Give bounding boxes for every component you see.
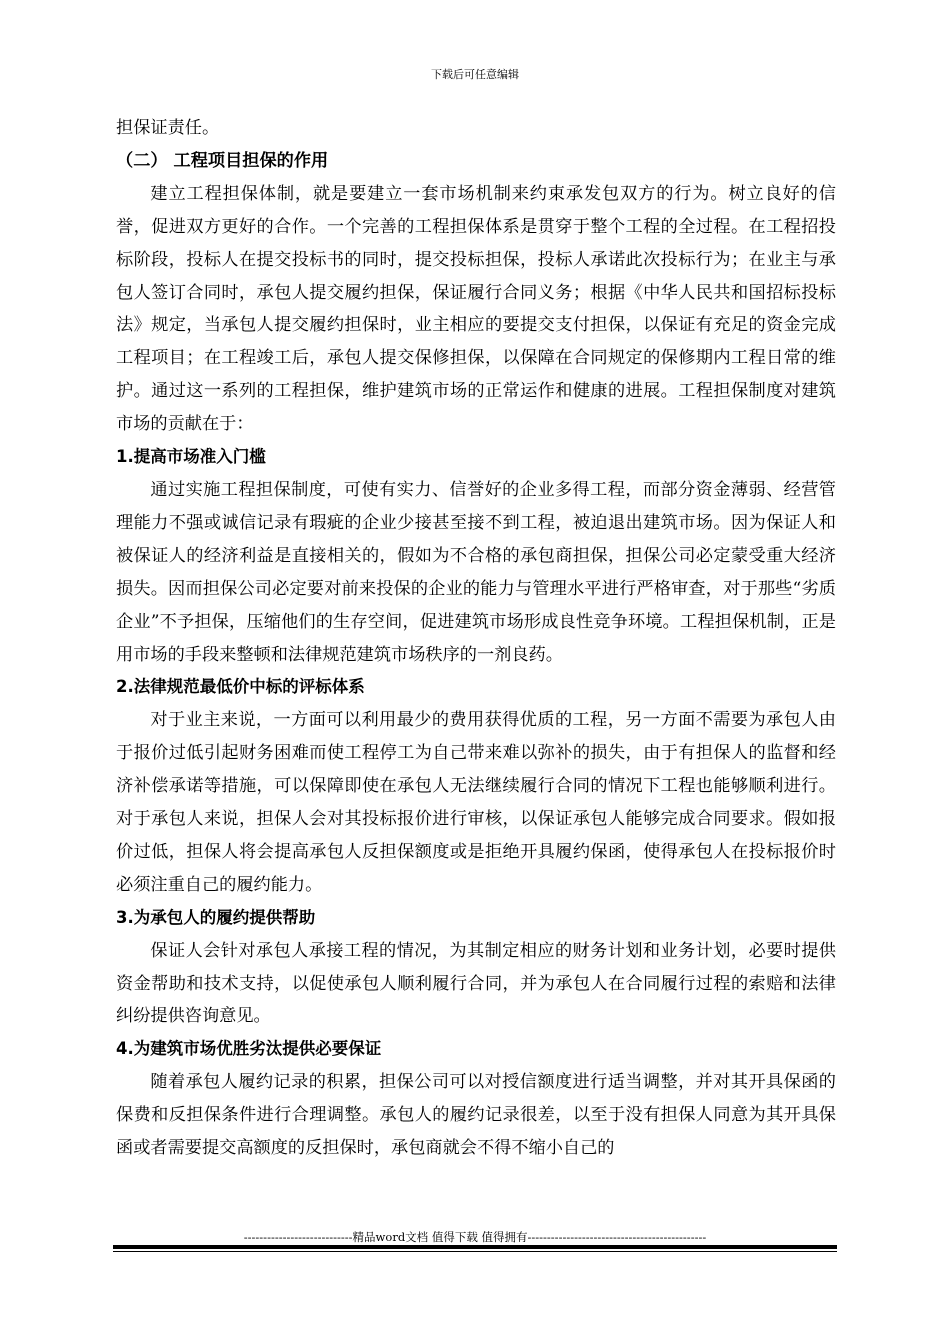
subheading-1: 1.提高市场准入门槛 xyxy=(116,447,266,467)
subheading-2: 2.法律规范最低价中标的评标体系 xyxy=(116,677,365,697)
paragraph-1: 通过实施工程担保制度，可使有实力、信誉好的企业多得工程，而部分资金薄弱、经营管理能力不强或诚信记录有瑕疵的企业少接甚至接不到工程，被迫退出建筑市场。因为保证人和被保证人的经济利益是直接相关的，假如为不合格的承包商担保，担保公司必定蒙受重大经济损失。因而担保公司必定要对前来投保的企业的能力与管理水平进行严格审查，对于那些“劣质企业”不予担保，压缩他们的生存空间，促进建筑市场形成良性竞争环境。工程担保机制，正是用市场的手段来整顿和法律规范建筑市场秩序的一剂良药。 xyxy=(116,479,836,665)
footer-rule-thick xyxy=(113,1245,837,1249)
subheading-3: 3.为承包人的履约提供帮助 xyxy=(116,907,316,927)
footer-note: ----------------------------精品word文档 值得下载 值得拥有---------------------------------------------- xyxy=(243,1230,707,1244)
document-body xyxy=(116,112,836,1165)
subheading-4: 4.为建筑市场优胜劣汰提供必要保证 xyxy=(116,1039,382,1059)
footer-rule-thin xyxy=(113,1251,837,1252)
paragraph-continuation: 担保证责任。 xyxy=(116,118,220,138)
paragraph-intro: 建立工程担保体制，就是要建立一套市场机制来约束承发包双方的行为。树立良好的信誉，促进双方更好的合作。一个完善的工程担保体系是贯穿于整个工程的全过程。在工程招投标阶段，投标人在提交投标书的同时，提交投标担保，投标人承诺此次投标行为；在业主与承包人签订合同时，承包人提交履约担保，保证履行合同义务；根据《中华人民共和国招标投标法》规定，当承包人提交履约担保时，业主相应的要提交支付担保，以保证有充足的资金完成工程项目；在工程竣工后，承包人提交保修担保，以保障在合同规定的保修期内工程日常的维护。通过这一系列的工程担保，维护建筑市场的正常运作和健康的进展。工程担保制度对建筑市场的贡献在于： xyxy=(116,183,836,435)
paragraph-4: 随着承包人履约记录的积累，担保公司可以对授信额度进行适当调整，并对其开具保函的保费和反担保条件进行合理调整。承包人的履约记录很差，以至于没有担保人同意为其开具保函或者需要提交高额度的反担保时，承包商就会不得不缩小自己的 xyxy=(116,1072,836,1159)
header-note: 下载后可任意编辑 xyxy=(431,68,519,81)
paragraph-3: 保证人会针对承包人承接工程的情况，为其制定相应的财务计划和业务计划，必要时提供资金帮助和技术支持，以促使承包人顺利履行合同，并为承包人在合同履行过程的索赔和法律纠纷提供咨询意见。 xyxy=(116,940,836,1027)
section-heading: （二） 工程项目担保的作用 xyxy=(116,150,329,171)
paragraph-2: 对于业主来说，一方面可以利用最少的费用获得优质的工程，另一方面不需要为承包人由于报价过低引起财务困难而使工程停工为自己带来难以弥补的损失，由于有担保人的监督和经济补偿承诺等措施，可以保障即使在承包人无法继续履行合同的情况下工程也能够顺利进行。对于承包人来说，担保人会对其投标报价进行审核，以保证承包人能够完成合同要求。假如报价过低，担保人将会提高承包人反担保额度或是拒绝开具履约保函，使得承包人在投标报价时必须注重自己的履约能力。 xyxy=(116,710,836,895)
